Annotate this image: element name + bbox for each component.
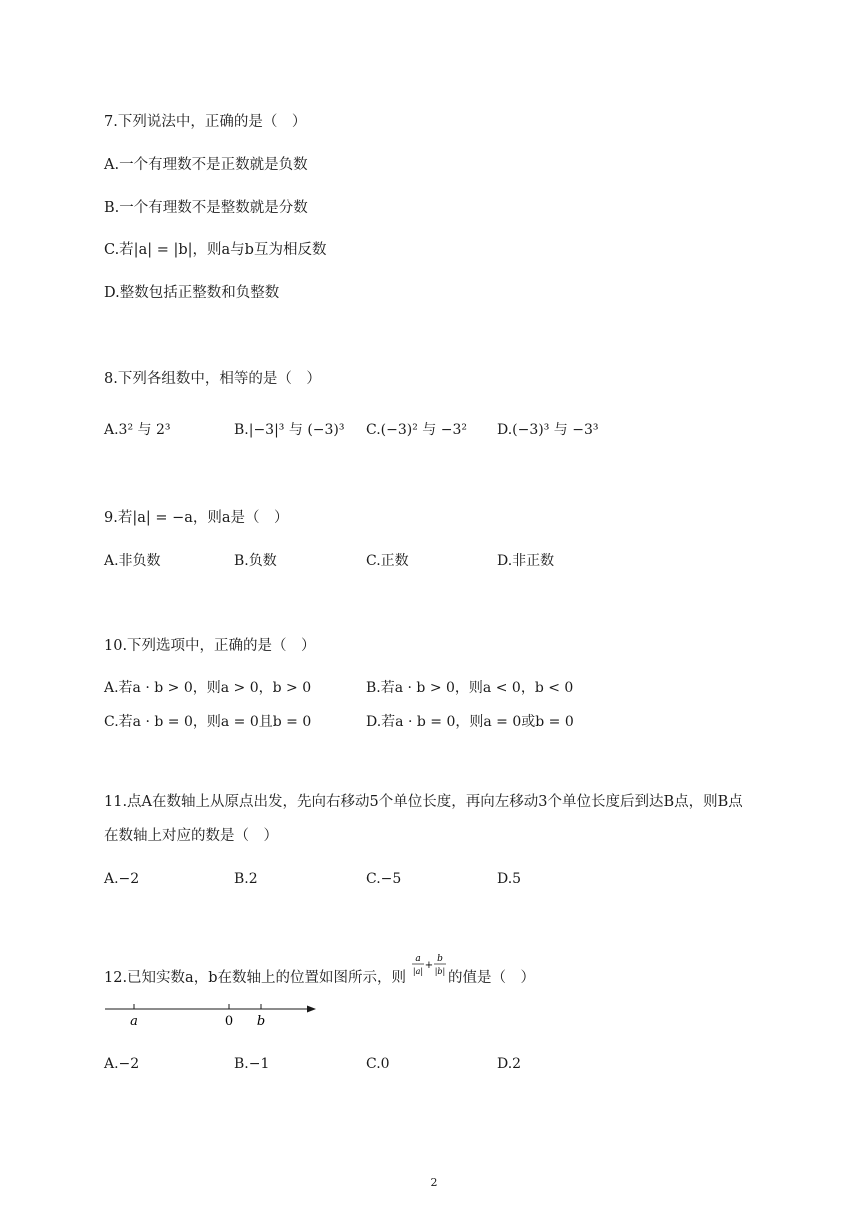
question-12-stem-prefix: 12.已知实数a，b在数轴上的位置如图所示，则 [104, 970, 406, 986]
question-8-option-a: A.3² 与 2³ [104, 422, 171, 438]
question-8-option-b: B.|−3|³ 与 (−3)³ [234, 422, 345, 438]
question-12-option-d: D.2 [497, 1056, 522, 1072]
fraction-2-denominator: |b| [434, 967, 446, 976]
label-zero: 0 [224, 1014, 234, 1029]
question-12-option-c: C.0 [366, 1056, 390, 1072]
question-7-option-a: A.一个有理数不是正数就是负数 [104, 157, 308, 173]
number-line-arrow [307, 1006, 316, 1013]
question-10-option-c: C.若a · b = 0，则a = 0且b = 0 [104, 714, 312, 730]
plus-sign: + [424, 960, 434, 971]
question-10-option-b: B.若a · b > 0，则a < 0，b < 0 [366, 680, 574, 696]
question-12-option-b: B.−1 [234, 1056, 270, 1072]
question-12-fraction-expression [410, 950, 450, 990]
label-a: a [130, 1014, 138, 1029]
page-number: 2 [430, 1176, 438, 1189]
question-9-option-b: B.负数 [234, 553, 277, 569]
question-9-option-c: C.正数 [366, 553, 409, 569]
question-7-stem: 7.下列说法中，正确的是（ ） [104, 114, 307, 130]
label-b: b [256, 1014, 266, 1029]
question-10-stem: 10.下列选项中，正确的是（ ） [104, 638, 316, 654]
question-9-option-a: A.非负数 [104, 553, 161, 569]
question-11-stem-line-1: 11.点A在数轴上从原点出发，先向右移动5个单位长度，再向左移动3个单位长度后到达B点，则B点 [104, 794, 743, 810]
question-9-stem: 9.若|a| = −a，则a是（ ） [104, 510, 289, 526]
question-11-option-b: B.2 [234, 871, 258, 887]
question-7-option-c: C.若|a| = |b|，则a与b互为相反数 [104, 242, 327, 258]
fraction-2-numerator: b [437, 954, 443, 964]
question-8-stem: 8.下列各组数中，相等的是（ ） [104, 371, 321, 387]
question-10-option-a: A.若a · b > 0，则a > 0，b > 0 [104, 680, 312, 696]
question-8-option-c: C.(−3)² 与 −3² [366, 422, 467, 438]
question-12-stem-suffix: 的值是（ ） [448, 970, 535, 986]
number-line-figure [100, 998, 325, 1030]
question-11-option-a: A.−2 [104, 871, 140, 887]
question-10-option-d: D.若a · b = 0，则a = 0或b = 0 [366, 714, 574, 730]
question-7-option-b: B.一个有理数不是整数就是分数 [104, 200, 308, 216]
question-11-stem-line-2: 在数轴上对应的数是（ ） [104, 828, 278, 844]
question-7-option-d: D.整数包括正整数和负整数 [104, 285, 280, 301]
fraction-1-denominator: |a| [412, 967, 424, 976]
question-11-option-d: D.5 [497, 871, 522, 887]
question-9-option-d: D.非正数 [497, 553, 555, 569]
question-12-option-a: A.−2 [104, 1056, 140, 1072]
fraction-1-numerator: a [415, 954, 421, 964]
question-11-option-c: C.−5 [366, 871, 402, 887]
question-8-option-d: D.(−3)³ 与 −3³ [497, 422, 599, 438]
